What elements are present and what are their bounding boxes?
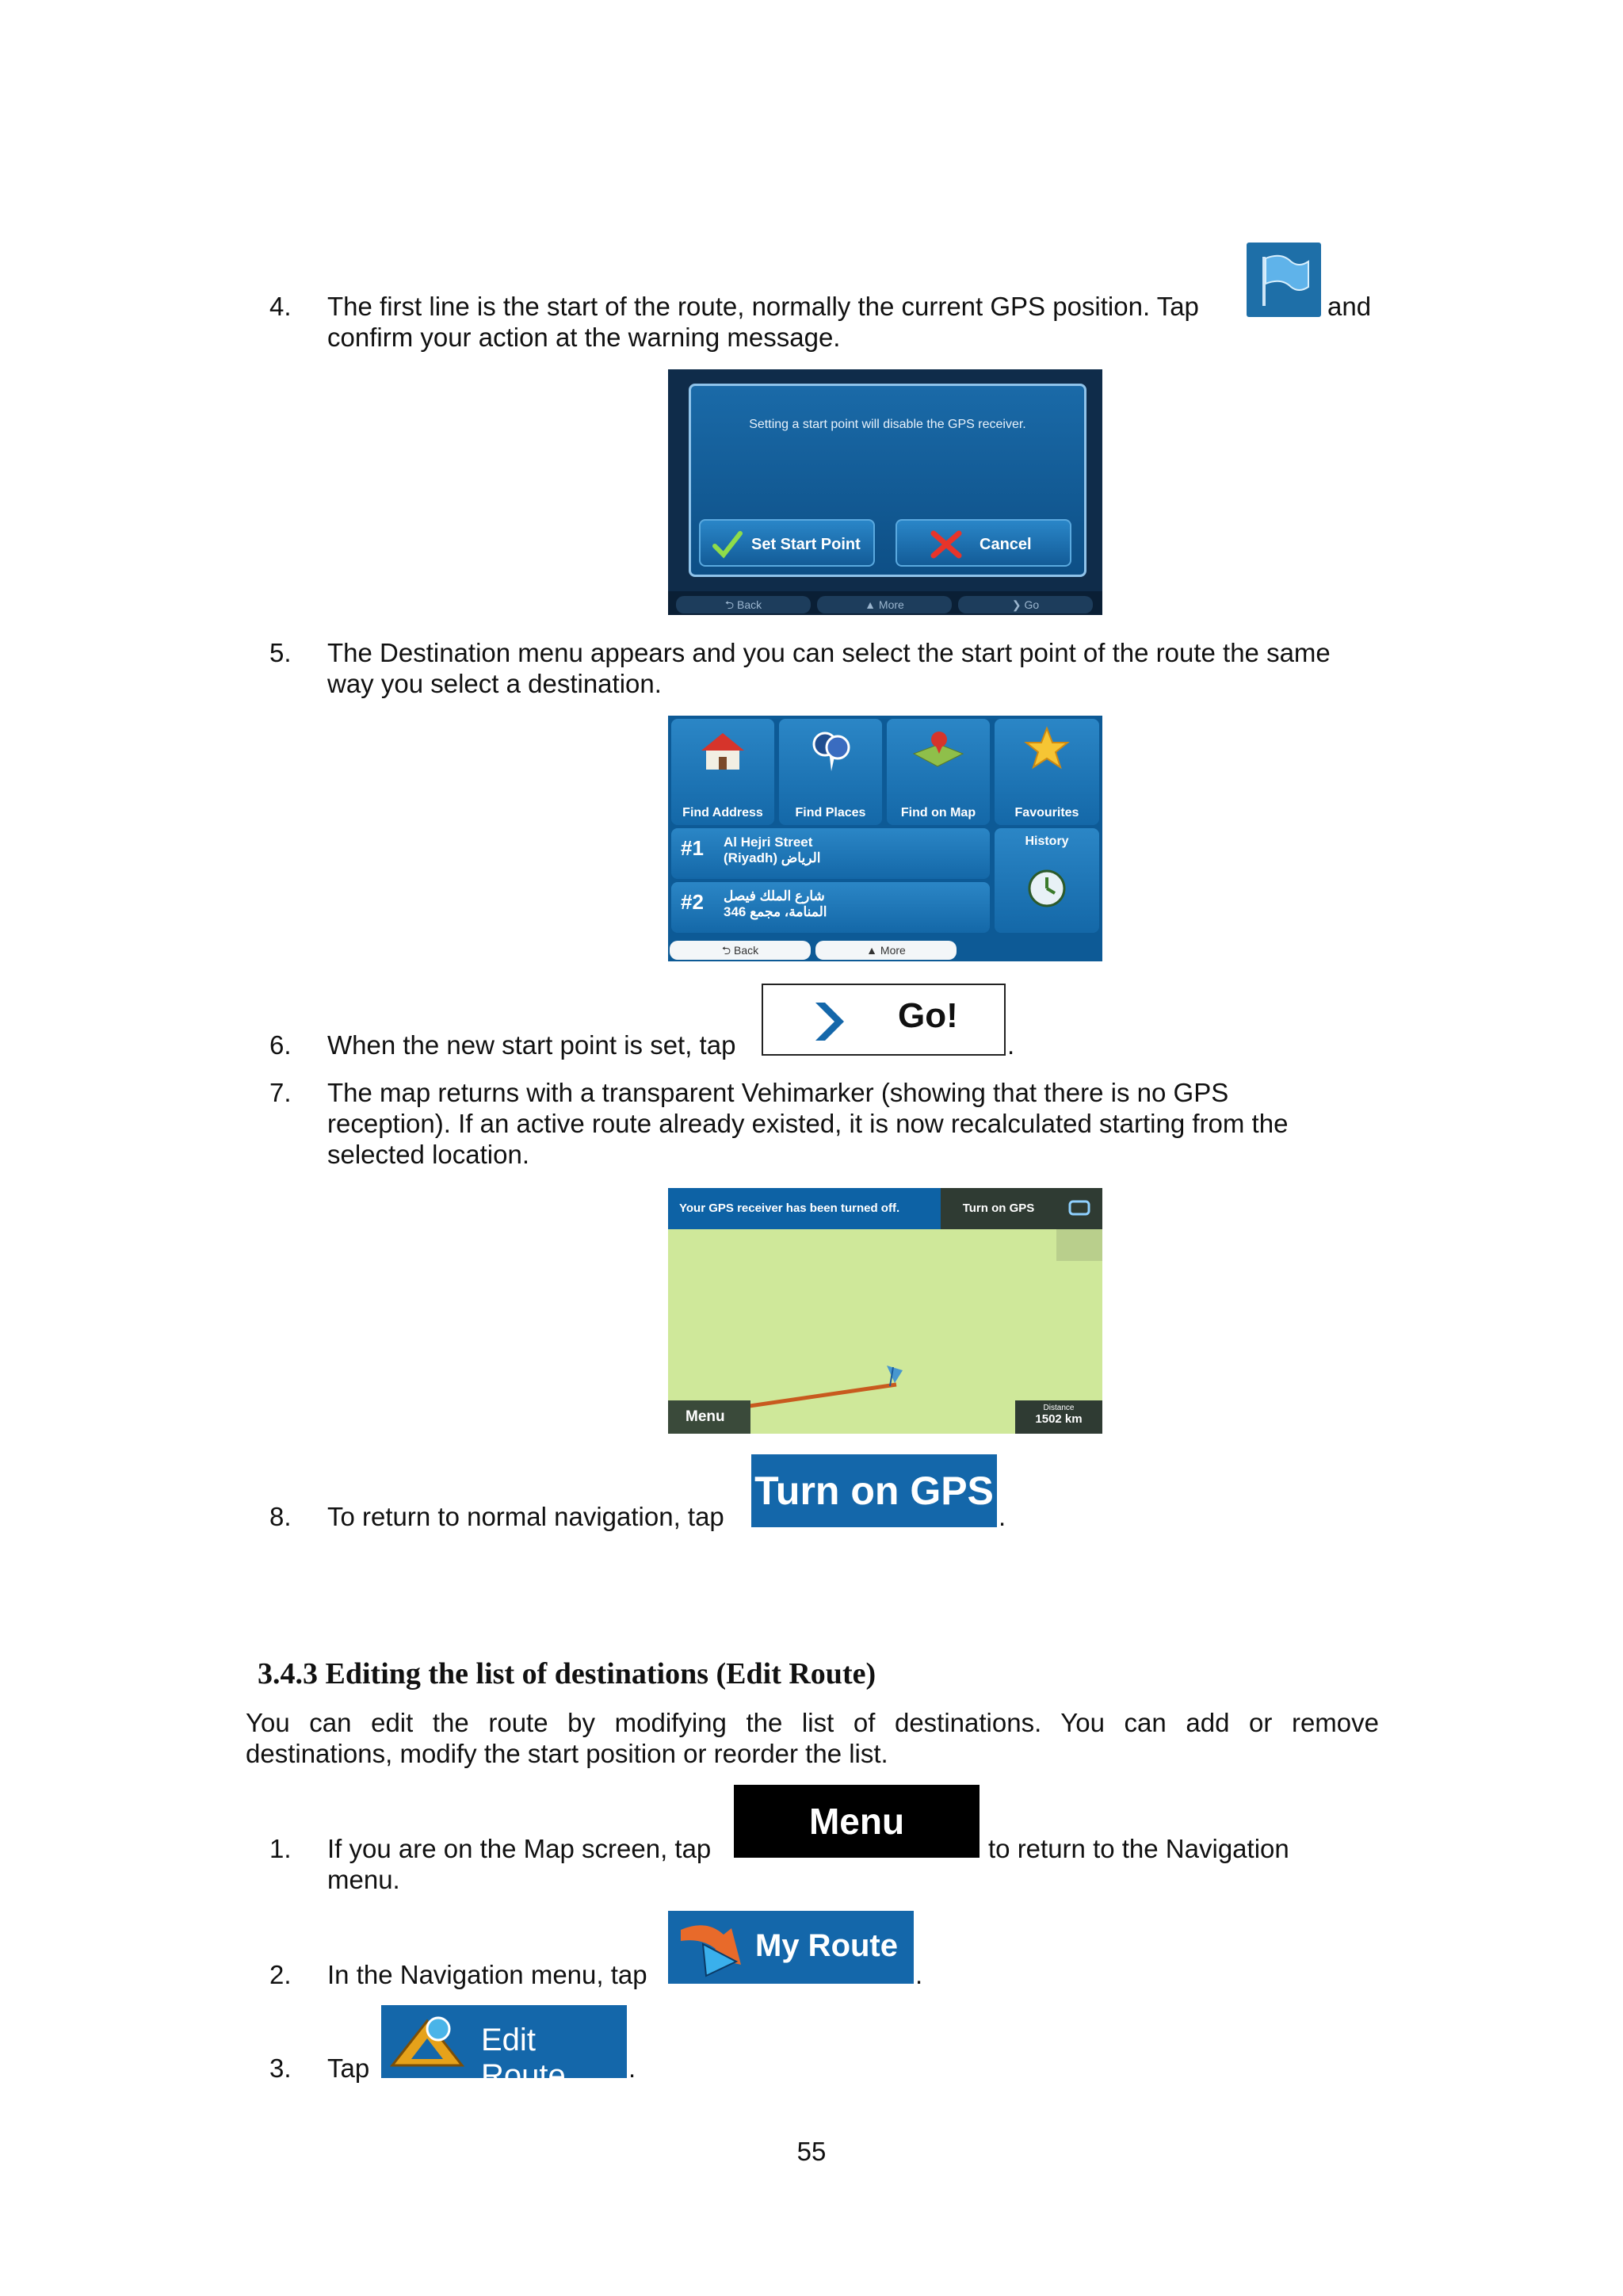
row-1-title: Al Hejri Street	[724, 835, 813, 850]
step-8-number: 8.	[269, 1502, 292, 1531]
chevron-up-icon: ▲	[865, 598, 879, 611]
step-5-text: The Destination menu appears and you can select the start point of the route the same	[327, 638, 1331, 667]
history-tile[interactable]	[995, 828, 1099, 933]
star-icon	[1023, 725, 1071, 773]
back-button[interactable]	[670, 941, 811, 960]
bottom-bar	[668, 939, 1102, 961]
checkmark-icon	[712, 529, 743, 560]
step-6-number: 6.	[269, 1030, 292, 1060]
step-6-text: When the new start point is set, tap	[327, 1030, 736, 1060]
map-menu-button[interactable]: Menu	[668, 1400, 750, 1434]
more-button[interactable]	[815, 941, 957, 960]
more-label: More	[880, 944, 906, 957]
step-4-text-line2: confirm your action at the warning message.	[327, 323, 841, 352]
route-arrow-icon	[674, 1917, 750, 1979]
step-b3-text: Tap	[327, 2053, 370, 2083]
back-icon: ⮌	[721, 944, 734, 957]
flag-button[interactable]	[1247, 243, 1321, 317]
cancel-label: Cancel	[980, 536, 1032, 553]
edit-route-label: Edit Route	[481, 2023, 566, 2093]
step-7-text: The map returns with a transparent Vehimarker (showing that there is no GPS	[327, 1078, 1229, 1107]
find-address-tile[interactable]	[671, 719, 774, 825]
section-heading: 3.4.3 Editing the list of destinations (Edit Route)	[258, 1657, 876, 1690]
find-on-map-tile[interactable]	[887, 719, 990, 825]
destination-menu-screenshot	[668, 716, 1102, 961]
step-b2-text: In the Navigation menu, tap	[327, 1960, 647, 1989]
step-7-text-line2: reception). If an active route already existed, it is now recalculated starting from the	[327, 1109, 1289, 1138]
back-icon: ⮌	[724, 598, 737, 611]
section-paragraph-line1: You can edit the route by modifying the list of destinations. You can add or remove	[246, 1708, 1379, 1737]
step-b1-line2: menu.	[327, 1865, 400, 1894]
route-line	[668, 1188, 1102, 1434]
chevron-up-icon: ▲	[866, 944, 880, 957]
warning-message: Setting a start point will disable the GPS receiver.	[749, 418, 1026, 431]
history-clock-icon	[1026, 868, 1067, 909]
more-button[interactable]	[817, 596, 952, 613]
gps-off-banner: Your GPS receiver has been turned off.	[668, 1188, 941, 1229]
step-5-text-line2: way you select a destination.	[327, 669, 662, 698]
warning-dialog	[689, 384, 1086, 577]
house-icon	[697, 727, 749, 774]
edit-route-icon	[388, 2010, 470, 2073]
flag-icon	[1247, 243, 1321, 317]
map-pin-icon	[911, 727, 966, 774]
set-start-point-button[interactable]	[699, 519, 875, 567]
find-on-map-label: Find on Map	[900, 806, 976, 819]
more-label: More	[878, 598, 904, 611]
back-label: Back	[736, 598, 762, 611]
chevron-right-icon: ❯	[1011, 598, 1025, 611]
turn-on-gps-button[interactable]: Turn on GPS	[751, 1454, 997, 1527]
step-b1-text: If you are on the Map screen, tap	[327, 1834, 712, 1863]
step-7-text-line3: selected location.	[327, 1140, 529, 1169]
my-route-button[interactable]	[668, 1911, 914, 1984]
step-4-text-after: and	[1327, 292, 1372, 321]
row-2-index: #2	[681, 890, 704, 914]
cross-icon	[929, 529, 964, 560]
step-4-number: 4.	[269, 292, 292, 321]
find-places-label: Find Places	[795, 806, 866, 819]
distance-label: Distance	[1043, 1404, 1075, 1412]
map-screenshot	[668, 1188, 1102, 1434]
step-7-number: 7.	[269, 1078, 292, 1107]
step-8-text: To return to normal navigation, tap	[327, 1502, 724, 1531]
find-address-label: Find Address	[682, 806, 763, 819]
go-bar-button[interactable]	[958, 596, 1093, 613]
section-paragraph-line2: destinations, modify the start position or reorder the list.	[246, 1739, 888, 1768]
bottom-bar	[668, 591, 1102, 615]
row-2-title: شارع الملك فيصل	[724, 888, 825, 904]
step-8-after: .	[999, 1502, 1006, 1531]
step-b2-after: .	[915, 1960, 923, 1989]
places-pin-icon	[806, 725, 855, 774]
back-button[interactable]	[676, 596, 811, 613]
history-row-2[interactable]	[671, 882, 990, 933]
history-label: History	[1025, 835, 1069, 848]
warning-dialog-screenshot	[668, 369, 1102, 615]
page-number: 55	[796, 2137, 827, 2166]
favourites-label: Favourites	[1014, 806, 1079, 819]
distance-value: 1502 km	[1035, 1412, 1083, 1426]
step-b2-number: 2.	[269, 1960, 292, 1989]
edit-route-button[interactable]	[381, 2005, 627, 2093]
menu-button[interactable]: Menu	[734, 1785, 980, 1858]
step-b3-number: 3.	[269, 2053, 292, 2083]
step-6-after: .	[1007, 1030, 1015, 1060]
history-row-1[interactable]	[671, 828, 990, 879]
chevron-right-icon	[811, 999, 847, 1044]
go-label: Go!	[898, 996, 958, 1035]
favourites-tile[interactable]	[995, 719, 1099, 825]
go-button[interactable]	[762, 984, 1006, 1056]
my-route-label: My Route	[755, 1928, 898, 1963]
step-b1-number: 1.	[269, 1834, 292, 1863]
step-b3-after: .	[628, 2053, 636, 2083]
find-places-tile[interactable]	[779, 719, 882, 825]
back-label: Back	[733, 944, 759, 957]
step-5-number: 5.	[269, 638, 292, 667]
row-2-subtitle: 346 المنامة، مجمع	[724, 904, 827, 919]
distance-box	[1015, 1400, 1102, 1434]
go-label: Go	[1024, 598, 1040, 611]
set-start-point-label: Set Start Point	[751, 536, 861, 553]
step-b1-after: to return to the Navigation	[988, 1834, 1289, 1863]
row-1-subtitle: (Riyadh) الرياض	[724, 850, 821, 865]
row-1-index: #1	[681, 836, 704, 860]
turn-on-gps-small-button[interactable]: Turn on GPS	[941, 1188, 1056, 1229]
step-4-text: The first line is the start of the route, normally the current GPS position. Tap	[327, 292, 1199, 321]
cancel-button[interactable]	[896, 519, 1071, 567]
